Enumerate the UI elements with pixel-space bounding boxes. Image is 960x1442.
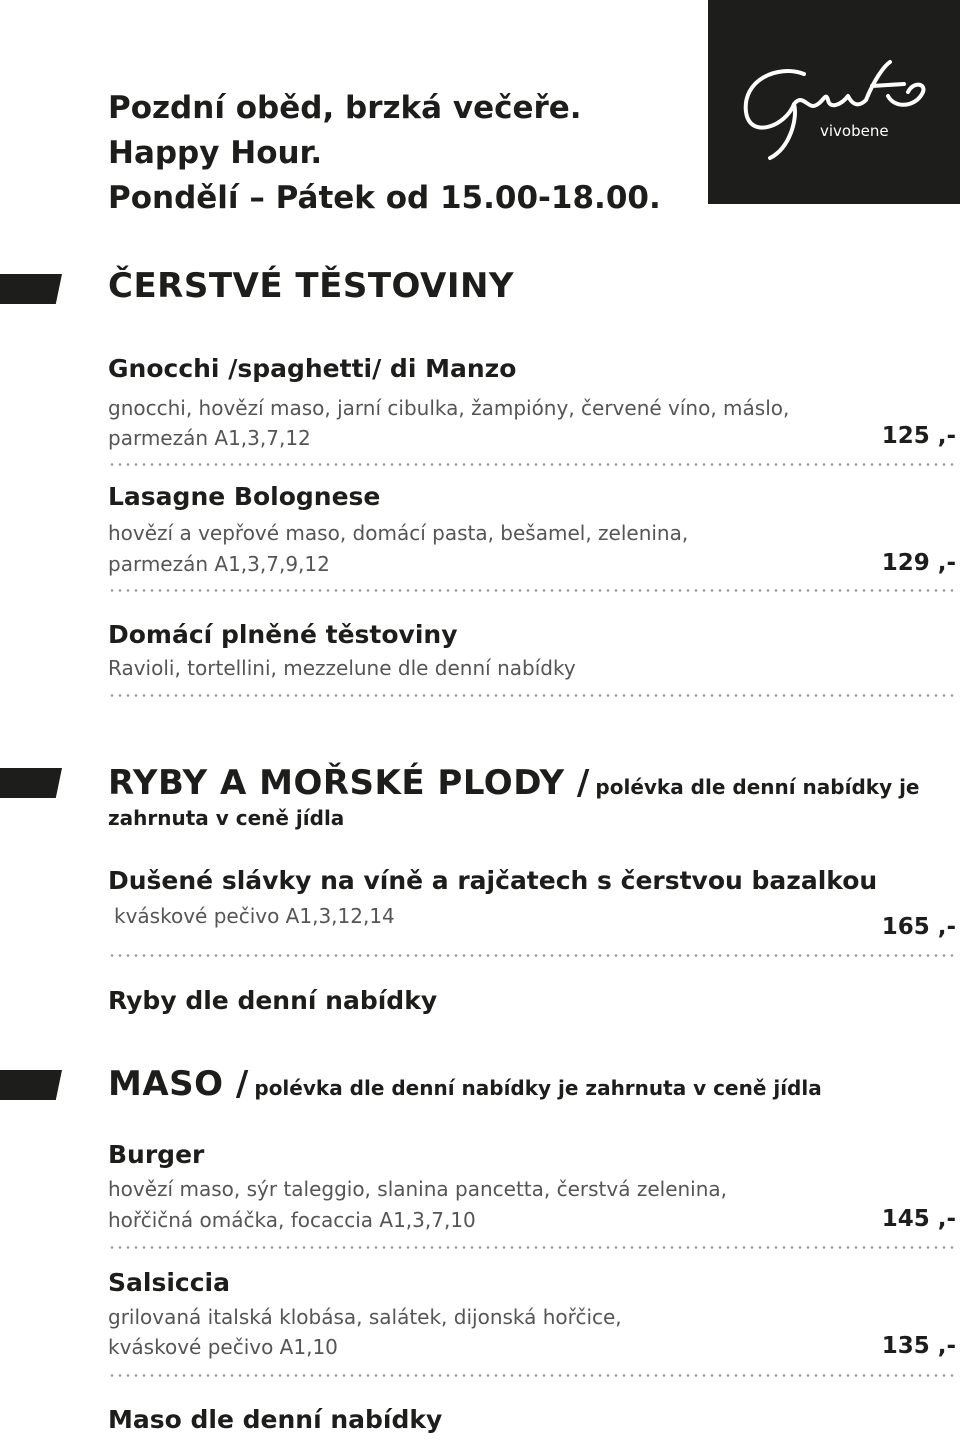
section-marker [0,1070,62,1100]
section-title-fish: RYBY A MOŘSKÉ PLODY / polévka dle denní nabídky je [108,763,920,803]
logo-subtitle: vivobene [820,122,889,140]
logo-panel [708,0,960,204]
dotted-divider [108,954,958,957]
intro-line: Pondělí – Pátek od 15.00-18.00. [108,180,661,216]
dotted-divider [108,694,958,697]
menu-item-desc: hořčičná omáčka, focaccia A1,3,7,10 [108,1208,476,1232]
menu-item-name: Maso dle denní nabídky [108,1405,443,1434]
menu-item-name: Salsiccia [108,1268,230,1297]
menu-item-name: Dušené slávky na víně a rajčatech s čerstvou bazalkou [108,866,878,895]
menu-item-desc: grilovaná italská klobása, salátek, dijonská hořčice, [108,1305,622,1329]
section-subtitle: zahrnuta v ceně jídla [108,806,345,830]
menu-item-desc: parmezán A1,3,7,12 [108,426,311,450]
menu-item-desc: hovězí maso, sýr taleggio, slanina pancetta, čerstvá zelenina, [108,1177,728,1201]
intro-line: Pozdní oběd, brzká večeře. [108,90,582,126]
menu-item-desc: gnocchi, hovězí maso, jarní cibulka, žampióny, červené víno, máslo, [108,396,790,420]
menu-item-name: Lasagne Bolognese [108,482,381,511]
section-title-meat: MASO / polévka dle denní nabídky je zahrnuta v ceně jídla [108,1064,822,1104]
menu-item-desc: kváskové pečivo A1,3,12,14 [114,904,395,928]
intro-block [108,86,661,221]
menu-item-price: 145 ,- [881,1206,956,1232]
dotted-divider [108,589,958,592]
menu-item-price: 165 ,- [881,914,956,940]
menu-item-name: Burger [108,1140,205,1169]
menu-item-desc: Ravioli, tortellini, mezzelune dle denní nabídky [108,656,576,680]
menu-item-desc: parmezán A1,3,7,9,12 [108,552,330,576]
menu-item-price: 125 ,- [881,423,956,449]
section-title-pasta: ČERSTVÉ TĚSTOVINY [108,266,515,306]
dotted-divider [108,463,958,466]
section-marker [0,274,62,304]
menu-item-name: Gnocchi /spaghetti/ di Manzo [108,354,517,383]
intro-line: Happy Hour. [108,135,323,171]
gusto-logo-icon [708,0,960,204]
section-marker [0,768,62,798]
menu-item-price: 135 ,- [881,1333,956,1359]
menu-item-desc: hovězí a vepřové maso, domácí pasta, bešamel, zelenina, [108,521,689,545]
menu-item-name: Ryby dle denní nabídky [108,986,438,1015]
dotted-divider [108,1246,958,1249]
menu-item-name: Domácí plněné těstoviny [108,620,458,649]
menu-item-desc: kváskové pečivo A1,10 [108,1335,338,1359]
menu-item-price: 129 ,- [881,550,956,576]
dotted-divider [108,1374,958,1377]
